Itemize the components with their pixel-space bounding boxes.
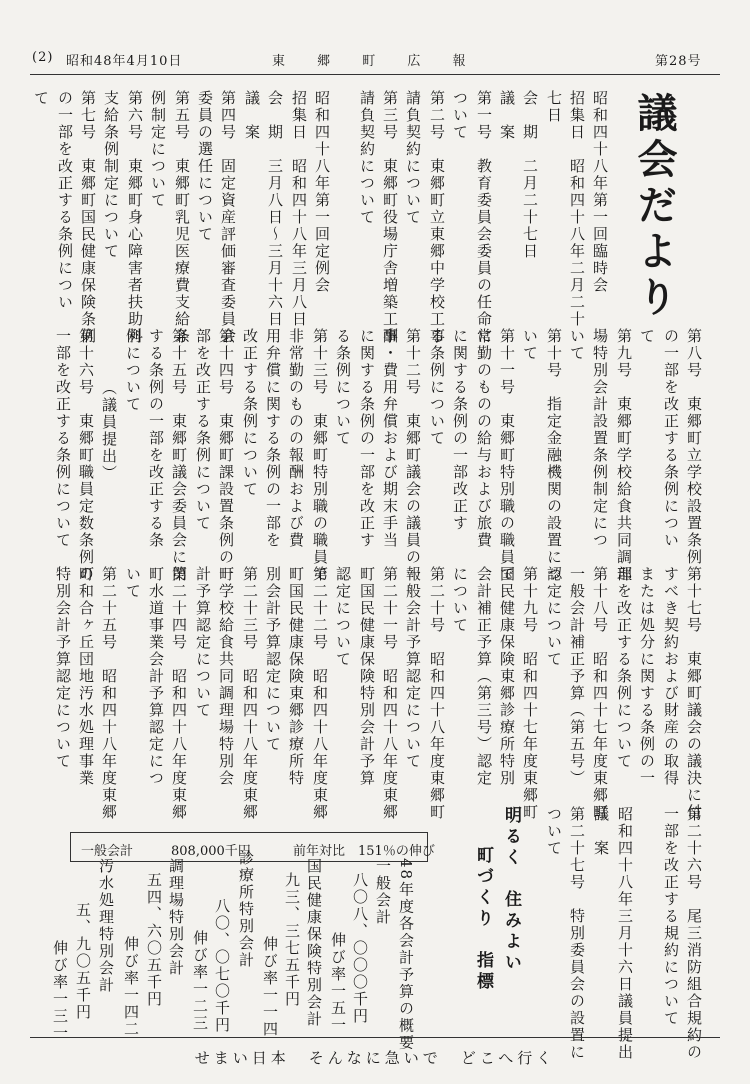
budget-line: 八〇、〇七〇千円 <box>213 898 231 1034</box>
band3-line: 第二十三号 昭和四十八年度東郷 <box>241 566 259 821</box>
footer-slogan: せまい日本 そんなに急いで どこへ行く <box>194 1049 556 1067</box>
band2-line: 酬・費用弁償および期末手当 <box>381 328 399 549</box>
band2-line: 第十三号 東郷町特別職の職員で <box>311 328 329 583</box>
band3-line: 計予算認定について <box>194 566 212 719</box>
band2-line: 場特別会計設置条例制定につ <box>591 328 609 549</box>
band3-line: 第二十二号 昭和四十八年度東郷 <box>311 566 329 821</box>
band1-line: 招集日 昭和四十八年二月二十 <box>568 90 586 328</box>
band1-line: 第三号 東郷町役場庁舎増築工事 <box>381 90 399 345</box>
budget-line: 診療所特別会計 <box>237 850 255 969</box>
band1-line: 第一号 教育委員会委員の任命に <box>475 90 493 345</box>
band2-line: 例について <box>124 328 142 413</box>
band4-line: ついて <box>545 806 563 857</box>
band2-line: いて <box>568 328 586 362</box>
band1-line: 請負契約について <box>404 90 422 226</box>
band2-line: 第十五号 東郷町議会委員会に関 <box>170 328 188 583</box>
band1-line: 支給条例制定について <box>102 90 120 260</box>
band1-line: 例制定について <box>149 90 167 209</box>
band3-line: 第十八号 昭和四十七年度東郷町 <box>591 566 609 821</box>
budget-line: 伸び率一二三 <box>191 930 209 1032</box>
budget-line: 一般会計 <box>374 858 392 926</box>
band3-line: 第二十一号 昭和四十八年度東郷 <box>381 566 399 821</box>
budget-line: 伸び率一五一 <box>329 932 347 1034</box>
band3-line: 認定について <box>545 566 563 668</box>
band1-line: 第六号 東郷町身心障害者扶助料 <box>126 90 144 345</box>
band3-line: すべき契約および財産の取得 <box>662 566 680 787</box>
band3-line: 国民健康保険東郷診療所特別 <box>498 566 516 787</box>
newspaper-title: 東 郷 町 広 報 <box>272 54 480 69</box>
budget-box-amount: 808,000千円 <box>171 844 251 859</box>
band2-line: 第十六号 東郷町職員定数条例の <box>77 328 95 583</box>
band3-line: 部を改正する条例について <box>615 566 633 770</box>
band1-line: の一部を改正する条例につい <box>56 90 74 311</box>
band3-line: 別会計予算認定について <box>264 566 282 753</box>
budget-line: 五四、六〇五千円 <box>145 872 163 1008</box>
band2-line: 部を改正する条例について <box>194 328 212 532</box>
band3-line: 特別会計予算認定について <box>54 566 72 770</box>
band1-line: ついて <box>451 90 469 141</box>
band1-line: て <box>32 90 50 107</box>
budget-line: 国民健康保険特別会計 <box>305 858 323 1028</box>
budget-line: 五、九〇五千円 <box>74 902 92 1021</box>
band2-line: る条例について <box>334 328 352 447</box>
footer-rule <box>30 1037 720 1038</box>
band3-line: 会計補正予算（第三号）認定 <box>475 566 493 787</box>
band3-line: 第二十五号 昭和四十八年度東郷 <box>100 566 118 821</box>
band4-line: 第二十七号 特別委員会の設置に <box>568 806 586 1061</box>
band3-line: 一般会計補正予算（第五号） <box>568 566 586 787</box>
band2-line: の一部を改正する条例につい <box>662 328 680 549</box>
band2-line: 第九号 東郷町学校給食共同調理 <box>615 328 633 583</box>
band1-line: 請負契約について <box>358 90 376 226</box>
band1-line: 七日 <box>545 90 563 124</box>
band1-line: 会 期 三月八日～三月十六日 <box>266 90 284 328</box>
band2-line: いて <box>521 328 539 362</box>
band3-line: 町和合ヶ丘団地汚水処理事業 <box>77 566 95 787</box>
issue-date: 昭和48年4月10日 <box>66 54 183 69</box>
band1-line: 委員の選任について <box>196 90 214 243</box>
band2-line: 用弁償に関する条例の一部を <box>264 328 282 549</box>
band1-line: 議 案 <box>498 90 516 141</box>
budget-line: 調理場特別会計 <box>167 858 185 977</box>
band3-line: について <box>451 566 469 634</box>
band3-line: 認定について <box>334 566 352 668</box>
band1-line: 昭和四十八年第一回臨時会 <box>591 90 609 294</box>
budget-line: 九三、三七五千円 <box>283 872 301 1008</box>
band2-line: 第十二号 東郷町議会の議員の報 <box>404 328 422 583</box>
band3-line: 第十九号 昭和四十七年度東郷町 <box>521 566 539 821</box>
issue-number: 第28号 <box>655 54 702 69</box>
budget-line: 伸び率一三一 <box>51 940 69 1042</box>
band3-line: 第二十四号 昭和四十八年度東郷 <box>170 566 188 821</box>
band1-line: 会 期 二月二十七日 <box>521 90 539 260</box>
band3-line: 町学校給食共同調理場特別会 <box>217 566 235 787</box>
band2-line: 一部を改正する条例について <box>54 328 72 549</box>
page-number: (2) <box>32 50 54 65</box>
band1-line: 招集日 昭和四十八年三月八日 <box>290 90 308 328</box>
band2-line: 第十一号 東郷町特別職の職員で <box>498 328 516 583</box>
band4-line: 一部を改正する規約について <box>662 806 680 1027</box>
band3-line: いて <box>124 566 142 600</box>
band3-line: 町国民健康保険東郷診療所特 <box>287 566 305 787</box>
band3-line: 町水道事業会計予算認定につ <box>147 566 165 787</box>
band2-line: 常勤のものの給与および旅費 <box>475 328 493 549</box>
band1-line: 第五号 東郷町乳児医療費支給条 <box>173 90 191 345</box>
budget-line: 伸び率一四二 <box>122 936 140 1038</box>
band4-line: 昭和四十八年三月十六日議員提出 <box>616 806 634 1061</box>
header-rule <box>30 74 720 75</box>
band3-line: 第十七号 東郷町議会の議決に付 <box>685 566 703 821</box>
band2-line: て <box>638 328 656 345</box>
band1-line: 第四号 固定資産評価審査委員会 <box>219 90 237 345</box>
band3-line: 町国民健康保険特別会計予算 <box>358 566 376 787</box>
slogan-line: 町づくり 指標 <box>473 846 493 993</box>
band2-line: に関する条例の一部改正す <box>451 328 469 532</box>
budget-line: 伸び率一一四 <box>261 936 279 1038</box>
band2-line: 非常勤のものの報酬および費 <box>287 328 305 549</box>
band1-line: 議 案 <box>243 90 261 141</box>
budget-box-label: 一般会計 <box>81 844 134 859</box>
band4-line: 第二十六号 尾三消防組合規約の <box>685 806 703 1061</box>
budget-box-comparison: 前年対比 151％の伸び <box>293 844 435 859</box>
band2-line: に関する条例の一部を改正す <box>358 328 376 549</box>
budget-line: 48年度各会計予算の概要 <box>397 858 415 1052</box>
page-title: 議会だより <box>631 92 677 322</box>
band2-line: 改正する条例について <box>241 328 259 498</box>
band2-line: 第十号 指定金融機関の設置につ <box>545 328 563 583</box>
band3-line: 一般会計予算認定について <box>404 566 422 770</box>
band1-line: 第七号 東郷町国民健康保険条例 <box>79 90 97 345</box>
band2-line: る条例について <box>428 328 446 447</box>
budget-line: 八〇八、〇〇〇千円 <box>351 872 369 1025</box>
budget-line: 汚水処理特別会計 <box>97 858 115 994</box>
band3-line: または処分に関する条例の一 <box>638 566 656 787</box>
band1-line: 第二号 東郷町立東郷中学校工事 <box>428 90 446 345</box>
band2-line: 第十四号 東郷町課設置条例の一 <box>217 328 235 583</box>
slogan-line: 明るく 住みよい <box>501 806 521 974</box>
band4-line: 議 案 <box>592 806 610 857</box>
band2-line: する条例の一部を改正する条 <box>147 328 165 549</box>
band1-line: 昭和四十八年第一回定例会 <box>313 90 331 294</box>
band3-line: 第二十号 昭和四十八年度東郷町 <box>428 566 446 821</box>
band2-line: 第八号 東郷町立学校設置条例 <box>685 328 703 566</box>
band2-line: （議員提出） <box>100 380 118 482</box>
